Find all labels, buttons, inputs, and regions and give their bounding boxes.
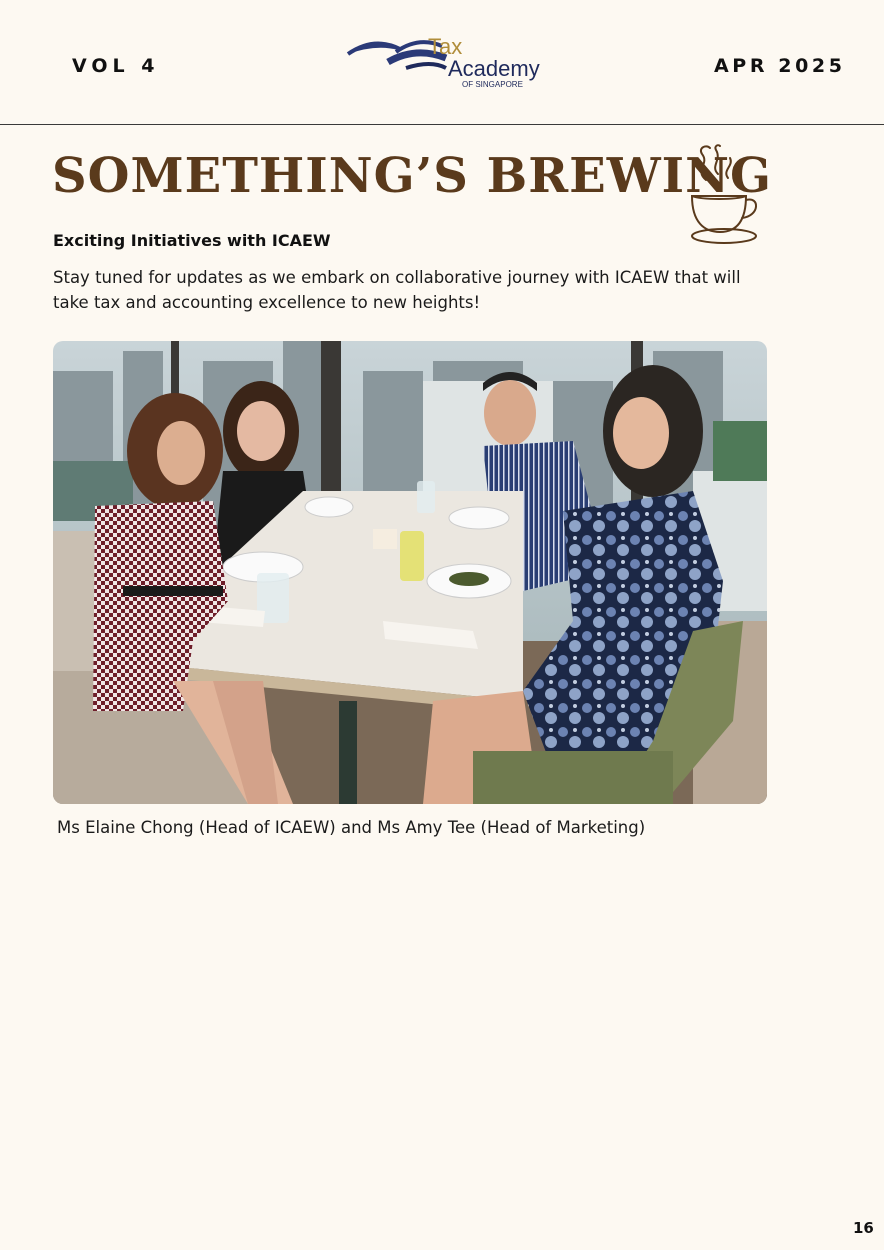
tax-academy-logo (346, 32, 546, 92)
page-title: SOMETHING’S BREWING (52, 148, 772, 204)
coffee-cup-icon (688, 140, 762, 246)
issue-date: APR 2025 (714, 55, 846, 77)
logo-tagline: OF SINGAPORE (462, 80, 523, 89)
page-number: 16 (853, 1219, 874, 1237)
group-photo (53, 341, 767, 804)
photo-caption: Ms Elaine Chong (Head of ICAEW) and Ms Amy Tee (Head of Marketing) (57, 818, 646, 837)
logo-swoosh-icon (346, 32, 546, 92)
header-divider (0, 124, 884, 125)
article-subtitle: Exciting Initiatives with ICAEW (53, 231, 331, 250)
logo-word-tax: Tax (428, 34, 463, 59)
logo-word-academy: Academy (448, 56, 540, 81)
article-body: Stay tuned for updates as we embark on collaborative journey with ICAEW that will take tax and accounting excellence to new heights! (53, 268, 741, 312)
volume-label: VOL 4 (72, 55, 160, 77)
